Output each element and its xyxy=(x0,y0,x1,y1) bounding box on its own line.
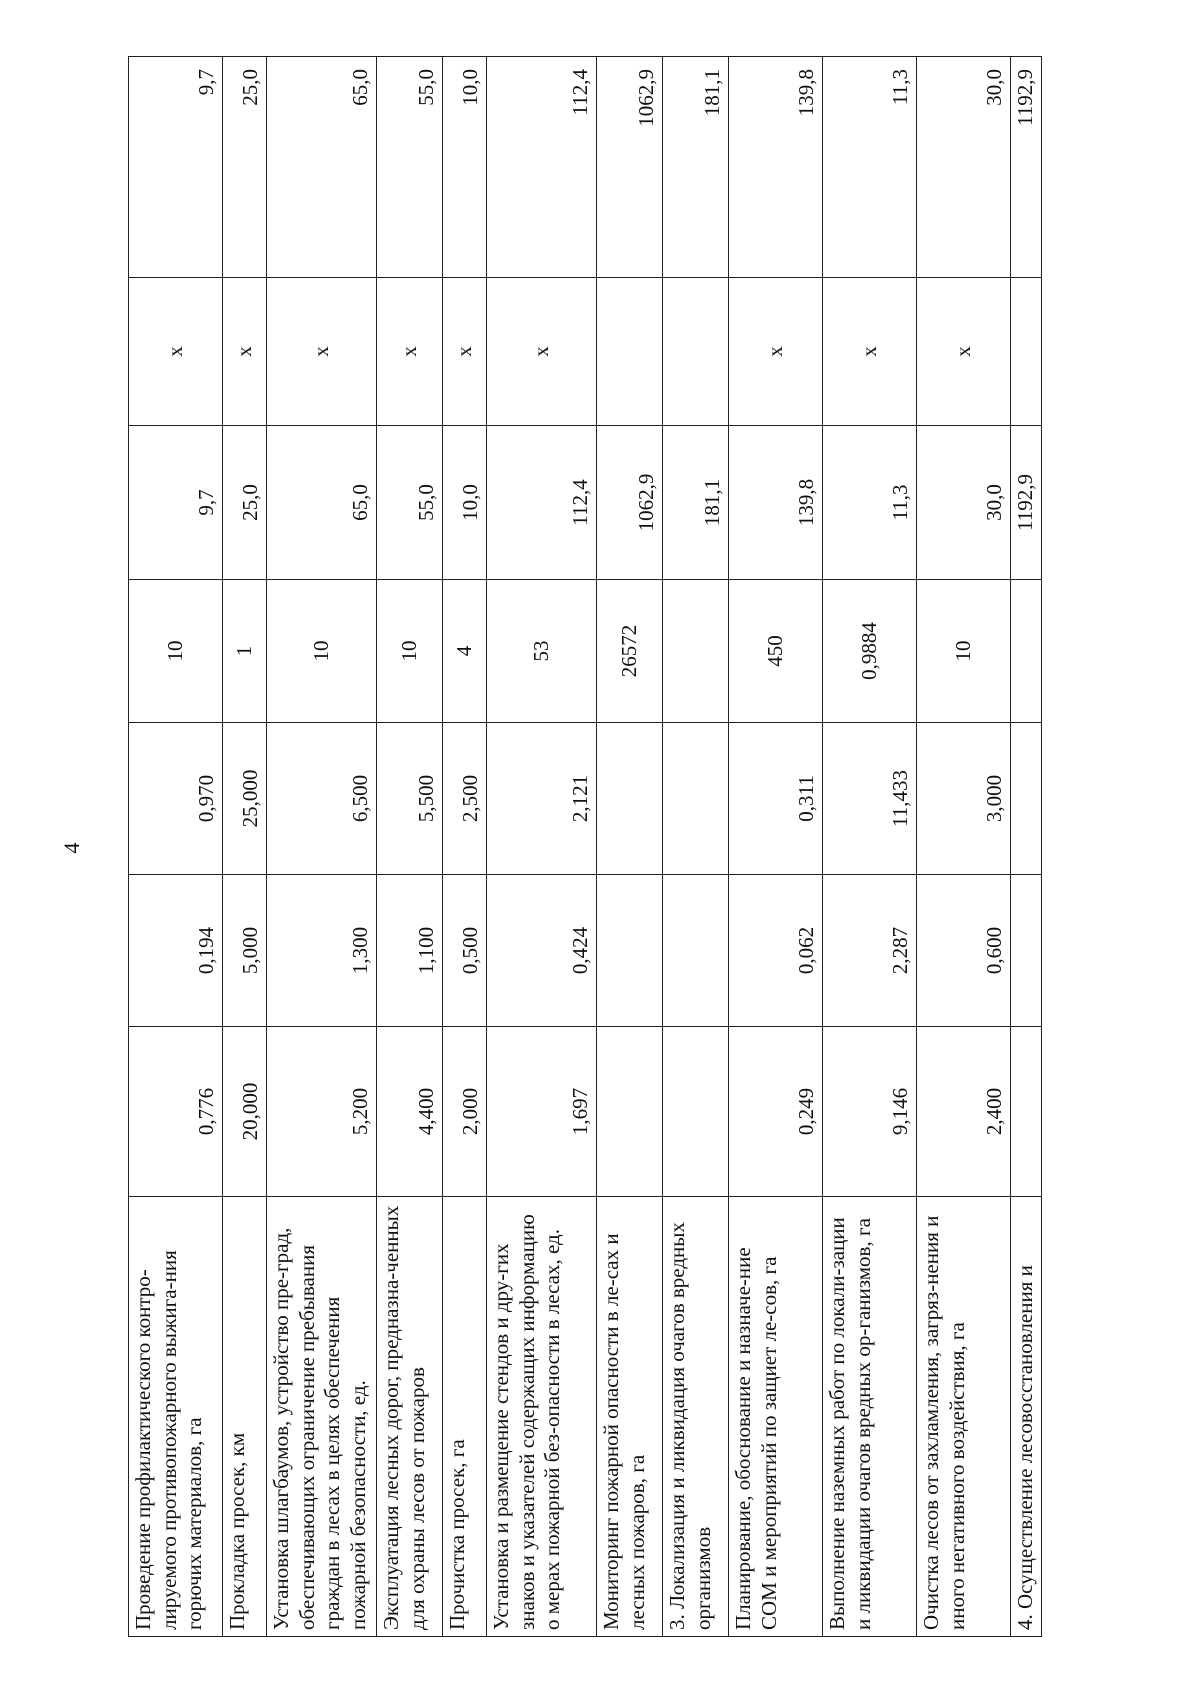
cell-value-2: 1,100 xyxy=(377,875,443,1027)
cell-value-1 xyxy=(597,1027,663,1197)
cell-value-1: 2,000 xyxy=(443,1027,487,1197)
cell-value-3: 6,500 xyxy=(267,723,377,875)
cell-value-3: 3,000 xyxy=(917,723,1011,875)
data-table xyxy=(128,56,1042,1637)
cell-value-1: 4,400 xyxy=(377,1027,443,1197)
table-row xyxy=(267,57,377,1637)
cell-mark: x xyxy=(917,278,1011,426)
cell-total: 9,7 xyxy=(129,426,223,580)
cell-sum: 181,1 xyxy=(663,57,729,278)
cell-mark: x xyxy=(377,278,443,426)
table-row xyxy=(1011,57,1042,1637)
cell-mark xyxy=(663,278,729,426)
cell-sum: 30,0 xyxy=(917,57,1011,278)
cell-count xyxy=(1011,580,1042,723)
cell-value-3: 0,311 xyxy=(729,723,823,875)
cell-mark: x xyxy=(443,278,487,426)
cell-value-2: 2,287 xyxy=(823,875,917,1027)
rotated-table-wrapper xyxy=(128,57,1037,1637)
cell-sum: 65,0 xyxy=(267,57,377,278)
cell-mark xyxy=(1011,278,1042,426)
cell-total: 139,8 xyxy=(729,426,823,580)
page-number: 4 xyxy=(59,842,84,854)
cell-count: 53 xyxy=(487,580,597,723)
table-row xyxy=(597,57,663,1637)
row-description: Мониторинг пожарной опасности в ле-сах и лесных пожаров, га xyxy=(597,1197,663,1637)
cell-value-1: 0,249 xyxy=(729,1027,823,1197)
cell-mark: x xyxy=(729,278,823,426)
cell-value-2 xyxy=(663,875,729,1027)
cell-value-2 xyxy=(1011,875,1042,1027)
cell-count: 10 xyxy=(129,580,223,723)
cell-sum: 10,0 xyxy=(443,57,487,278)
cell-total: 30,0 xyxy=(917,426,1011,580)
cell-sum: 9,7 xyxy=(129,57,223,278)
cell-total: 25,0 xyxy=(223,426,267,580)
cell-value-3 xyxy=(1011,723,1042,875)
cell-mark: x xyxy=(129,278,223,426)
cell-mark: x xyxy=(487,278,597,426)
cell-mark: x xyxy=(267,278,377,426)
cell-total: 112,4 xyxy=(487,426,597,580)
cell-total: 65,0 xyxy=(267,426,377,580)
table-row xyxy=(729,57,823,1637)
cell-total: 181,1 xyxy=(663,426,729,580)
cell-value-3: 5,500 xyxy=(377,723,443,875)
cell-value-2: 0,194 xyxy=(129,875,223,1027)
cell-value-3: 25,000 xyxy=(223,723,267,875)
row-description: Прокладка просек, км xyxy=(223,1197,267,1637)
cell-total: 10,0 xyxy=(443,426,487,580)
cell-value-1 xyxy=(1011,1027,1042,1197)
cell-mark: x xyxy=(823,278,917,426)
cell-value-3: 2,500 xyxy=(443,723,487,875)
cell-total: 1192,9 xyxy=(1011,426,1042,580)
cell-sum: 1192,9 xyxy=(1011,57,1042,278)
cell-value-2: 0,600 xyxy=(917,875,1011,1027)
table-row xyxy=(129,57,223,1637)
row-description: Установка и размещение стендов и дру-гих знаков и указателей содержащих информацию о мерах пожарной без-опасности в лесах, ед. xyxy=(487,1197,597,1637)
cell-sum: 11,3 xyxy=(823,57,917,278)
cell-value-3 xyxy=(597,723,663,875)
cell-count: 10 xyxy=(917,580,1011,723)
cell-sum: 25,0 xyxy=(223,57,267,278)
cell-total: 11,3 xyxy=(823,426,917,580)
cell-count: 1 xyxy=(223,580,267,723)
row-description: Проведение профилактического контро-лируемого противопожарного выжига-ния горючих материалов, га xyxy=(129,1197,223,1637)
table-row xyxy=(223,57,267,1637)
row-description: Очистка лесов от захламления, загряз-нения и иного негативного воздействия, га xyxy=(917,1197,1011,1637)
cell-sum: 112,4 xyxy=(487,57,597,278)
cell-value-2: 0,500 xyxy=(443,875,487,1027)
cell-value-2: 1,300 xyxy=(267,875,377,1027)
cell-value-3: 0,970 xyxy=(129,723,223,875)
cell-value-1: 5,200 xyxy=(267,1027,377,1197)
row-description: Выполнение наземных работ по локали-зации и ликвидации очагов вредных ор-ганизмов, га xyxy=(823,1197,917,1637)
cell-value-1: 9,146 xyxy=(823,1027,917,1197)
cell-value-3: 11,433 xyxy=(823,723,917,875)
row-description: 3. Локализация и ликвидация очагов вредных организмов xyxy=(663,1197,729,1637)
cell-value-2: 0,424 xyxy=(487,875,597,1027)
table-row xyxy=(377,57,443,1637)
row-description: Прочистка просек, га xyxy=(443,1197,487,1637)
cell-count: 10 xyxy=(267,580,377,723)
cell-value-2: 0,062 xyxy=(729,875,823,1027)
cell-count: 10 xyxy=(377,580,443,723)
cell-value-2 xyxy=(597,875,663,1027)
cell-sum: 1062,9 xyxy=(597,57,663,278)
cell-count: 0,9884 xyxy=(823,580,917,723)
cell-value-1: 1,697 xyxy=(487,1027,597,1197)
cell-sum: 55,0 xyxy=(377,57,443,278)
cell-mark xyxy=(597,278,663,426)
table-row xyxy=(823,57,917,1637)
table-row xyxy=(487,57,597,1637)
cell-value-3: 2,121 xyxy=(487,723,597,875)
row-description: Эксплуатация лесных дорог, предназна-ченных для охраны лесов от пожаров xyxy=(377,1197,443,1637)
table-row xyxy=(443,57,487,1637)
cell-value-1: 2,400 xyxy=(917,1027,1011,1197)
cell-value-3 xyxy=(663,723,729,875)
cell-value-1: 20,000 xyxy=(223,1027,267,1197)
row-description: Установка шлагбаумов, устройство пре-град, обеспечивающих ограничение пребывания граждан в лесах в целях обеспечения пожарной безопасности, ед. xyxy=(267,1197,377,1637)
cell-sum: 139,8 xyxy=(729,57,823,278)
cell-value-1: 0,776 xyxy=(129,1027,223,1197)
cell-value-2: 5,000 xyxy=(223,875,267,1027)
cell-total: 55,0 xyxy=(377,426,443,580)
table-row xyxy=(663,57,729,1637)
table-row xyxy=(917,57,1011,1637)
cell-value-1 xyxy=(663,1027,729,1197)
row-description: Планирование, обоснование и назначе-ние СОМ и мероприятий по защиет ле-сов, га xyxy=(729,1197,823,1637)
cell-count xyxy=(663,580,729,723)
cell-count: 4 xyxy=(443,580,487,723)
cell-count: 450 xyxy=(729,580,823,723)
row-description: 4. Осуществление лесовосстановления и xyxy=(1011,1197,1042,1637)
cell-total: 1062,9 xyxy=(597,426,663,580)
cell-mark: x xyxy=(223,278,267,426)
cell-count: 26572 xyxy=(597,580,663,723)
